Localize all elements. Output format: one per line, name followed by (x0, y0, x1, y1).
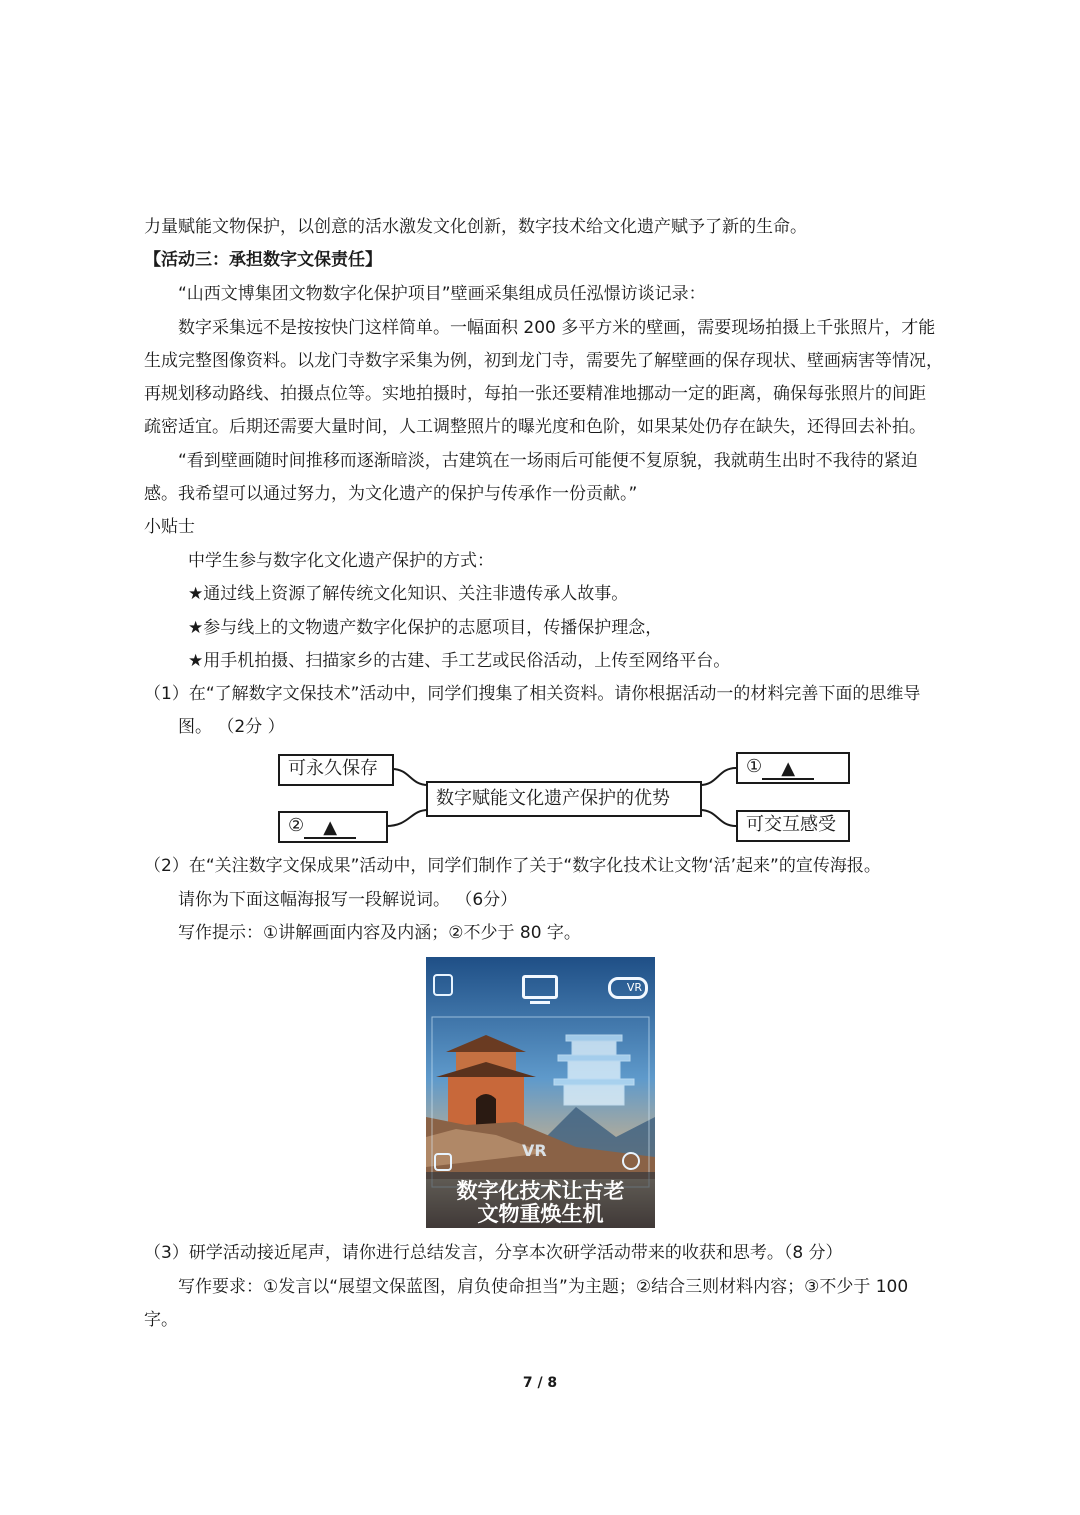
monitor-icon (522, 975, 558, 999)
tip-item: ★通过线上资源了解传统文化知识、关注非遗传承人故事。 (188, 584, 629, 604)
paragraph-intro-end: 力量赋能文物保护，以创意的活水激发文化创新，数字技术给文化遗产赋予了新的生命。 (144, 217, 807, 237)
interview-line: 疏密适宜。后期还需要大量时间，人工调整照片的曝光度和色阶，如果某处仍存在缺失，还得回去补拍。 (144, 417, 926, 437)
camera-lens-icon (622, 1152, 640, 1170)
interview-line: 生成完整图像资料。以龙门寺数字采集为例，初到龙门寺，需要先了解壁画的保存现状、壁画病害等情况， (144, 351, 943, 371)
chip-icon (434, 1153, 452, 1171)
question-3-cont: 字。 (144, 1310, 178, 1330)
quote-line: “看到壁画随时间推移而逐渐暗淡，古建筑在一场雨后可能便不复原貌，我就萌生出时不我待的紧迫 (178, 451, 918, 471)
question-2: （2）在“关注数字文保成果”活动中，同学们制作了关于“数字化技术让文物‘活’起来”的宣传海报。 (144, 856, 881, 876)
question-2-hint: 写作提示：①讲解画面内容及内涵；②不少于 80 字。 (178, 923, 581, 943)
tip-item: ★用手机拍摄、扫描家乡的古建、手工艺或民俗活动，上传至网络平台。 (188, 651, 731, 671)
question-3: （3）研学活动接近尾声，请你进行总结发言，分享本次研学活动带来的收获和思考。（8 分） (144, 1243, 843, 1263)
triangle-marker-icon: ▲ (781, 758, 796, 779)
tips-title: 小贴士 (144, 517, 195, 537)
triangle-marker-icon: ▲ (323, 817, 338, 838)
interview-title: “山西文博集团文物数字化保护项目”壁画采集组成员任泓憬访谈记录： (178, 284, 706, 304)
poster-image (426, 957, 655, 1228)
quote-line: 感。我希望可以通过努力，为文化遗产的保护与传承作一份贡献。” (144, 484, 638, 504)
tip-item: ★参与线上的文物遗产数字化保护的志愿项目，传播保护理念， (188, 618, 663, 638)
vr-overlay-label: VR (522, 1141, 547, 1160)
interview-line: 再规划移动路线、拍摄点位等。实地拍摄时，每拍一张还要精准地挪动一定的距离，确保每张照片的间距 (144, 384, 926, 404)
mindmap-center-node: 数字赋能文化遗产保护的优势 (426, 781, 702, 817)
poster-caption-line1: 数字化技术让古老 (456, 1179, 625, 1203)
sim-card-icon (433, 974, 453, 996)
monitor-stand (530, 1001, 550, 1004)
mindmap-node-blank-2: ② ▲ (278, 811, 388, 843)
answer-blank[interactable] (304, 815, 356, 839)
mindmap-node-interactive: 可交互感受 (736, 810, 850, 842)
answer-blank[interactable] (762, 756, 814, 780)
activity-three-heading: 【活动三：承担数字文保责任】 (144, 250, 382, 270)
question-1: （1）在“了解数字文保技术”活动中，同学们搜集了相关资料。请你根据活动一的材料完善下面的思维导 (144, 684, 921, 704)
interview-line: 数字采集远不是按按快门这样简单。一幅面积 200 多平方米的壁画，需要现场拍摄上千张照片，才能 (178, 318, 936, 338)
vr-headset-icon: VR (608, 977, 648, 999)
mindmap-node-blank-1: ① ▲ (736, 752, 850, 784)
mindmap-node-permanent: 可永久保存 (278, 754, 394, 786)
tips-intro: 中学生参与数字化文化遗产保护的方式： (188, 551, 494, 571)
poster-caption-line2: 文物重焕生机 (477, 1202, 604, 1226)
question-3-requirements: 写作要求：①发言以“展望文保蓝图，肩负使命担当”为主题；②结合三则材料内容；③不少于 100 (178, 1277, 909, 1297)
question-1-cont: 图。 （2分 ） (178, 717, 285, 737)
question-2-cont: 请你为下面这幅海报写一段解说词。 （6分） (178, 890, 518, 910)
page-number: 7 / 8 (522, 1375, 558, 1391)
